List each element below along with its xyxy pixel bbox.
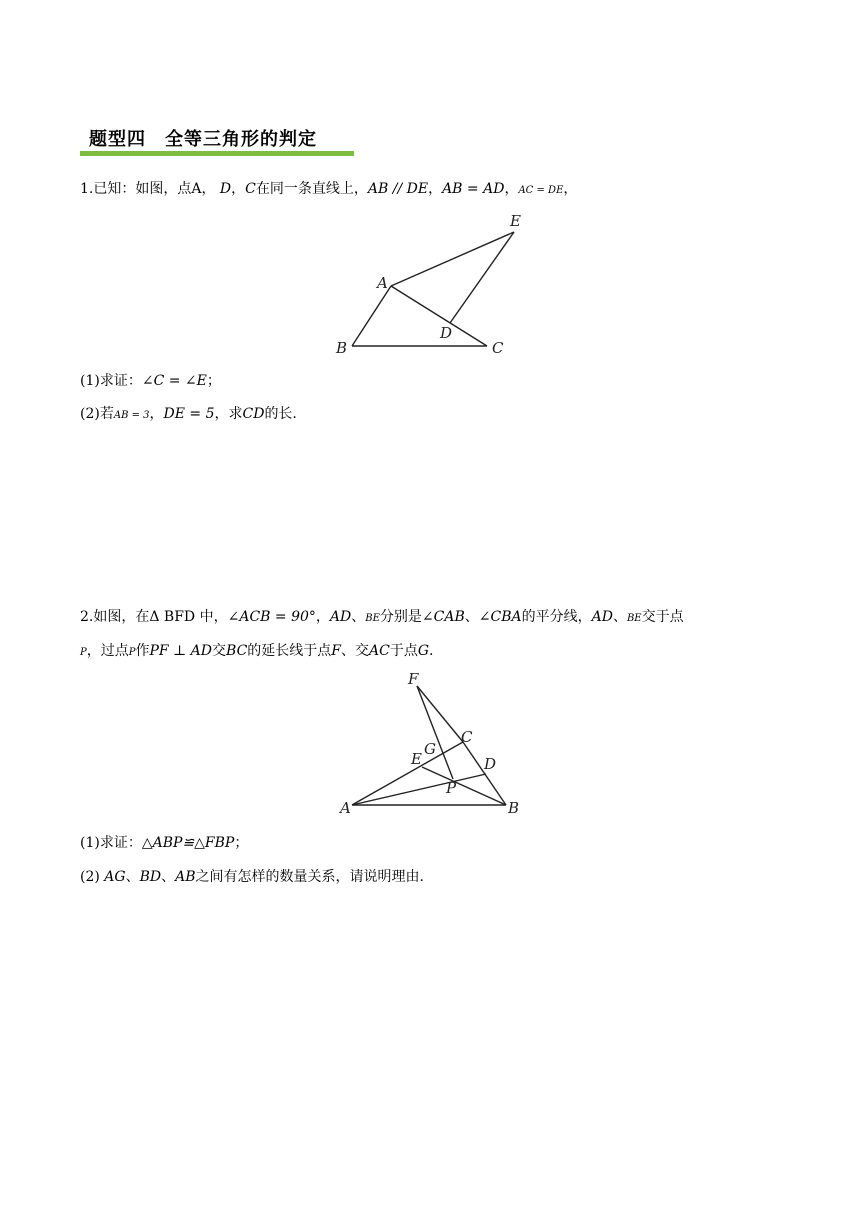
problem1-statement: 1.已知：如图，点A， D，C在同一条直线上，AB // DE，AB = AD，AC = DE， <box>80 181 578 197</box>
problem1-question1: (1)求证：∠C = ∠E； <box>80 373 221 389</box>
segment-fc <box>417 686 463 742</box>
segment-ac <box>391 286 487 346</box>
point-label-g: G <box>424 740 436 758</box>
problem2-statement-line1: 2.如图，在Δ BFD 中，∠ACB = 90°，AD、BE分别是∠CAB、∠CBA的平分线，AD、BE交于点 <box>80 609 684 625</box>
point-label-f: F <box>408 670 419 688</box>
segment-ad <box>352 774 486 805</box>
point-label-p: P <box>446 779 457 797</box>
problem2-question1: (1)求证：△ABP≌△FBP； <box>80 835 249 851</box>
point-label-e: E <box>411 750 422 768</box>
point-label-c: C <box>461 728 473 746</box>
point-label-a: A <box>340 799 351 817</box>
point-label-b: B <box>336 339 348 357</box>
heading-title: 题型四 全等三角形的判定 <box>89 129 317 150</box>
segment-ab <box>352 286 391 346</box>
problem2-statement-line2: P，过点P作PF ⊥ AD交BC的延长线于点F、交AC于点G. <box>80 643 434 659</box>
problem2-question2: (2) AG、BD、AB之间有怎样的数量关系，请说明理由. <box>80 869 424 885</box>
problem1-question2: (2)若AB = 3，DE = 5，求CD的长. <box>80 406 297 422</box>
point-label-a: A <box>377 274 388 292</box>
point-label-d: D <box>440 324 453 342</box>
point-label-c: C <box>492 339 504 357</box>
section-heading <box>80 128 354 156</box>
problem2-figure <box>335 670 530 820</box>
point-label-b: B <box>508 799 520 817</box>
heading-underline <box>80 151 354 156</box>
problem1-figure <box>330 205 530 360</box>
point-label-e: E <box>510 212 521 230</box>
point-label-d: D <box>484 755 497 773</box>
